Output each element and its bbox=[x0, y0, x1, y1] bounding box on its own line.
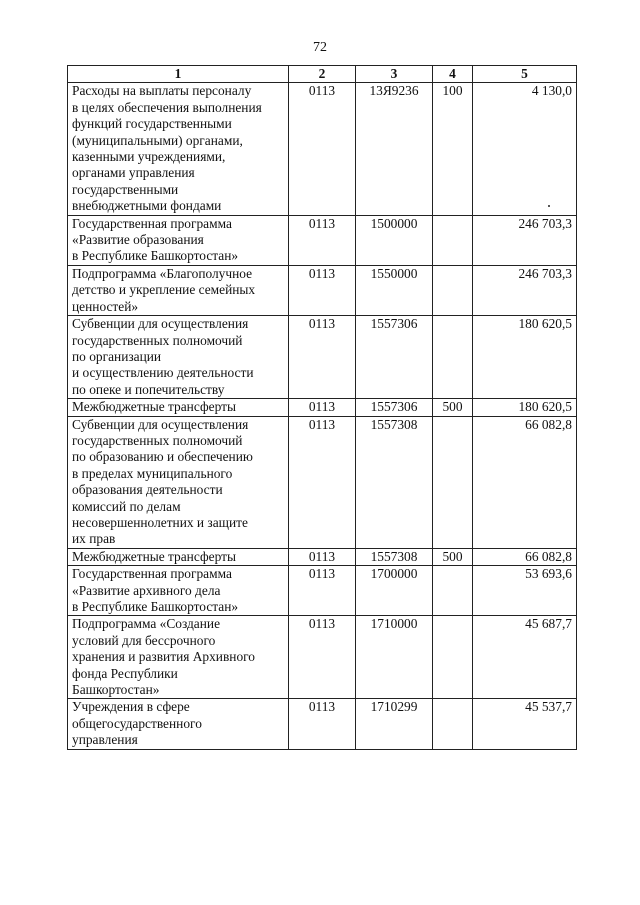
expense-name-text: Субвенции для осуществления государственных полномочий по организации и осуществлению деятельности по опеке и попечительству bbox=[72, 316, 254, 397]
expense-type-cell bbox=[433, 399, 473, 416]
expense-type-cell bbox=[433, 616, 473, 699]
section-code-cell bbox=[289, 83, 356, 215]
table-row bbox=[68, 416, 577, 548]
section-code-cell bbox=[289, 215, 356, 265]
section-code-text: 0113 bbox=[308, 616, 336, 632]
section-code-cell bbox=[289, 616, 356, 699]
target-item-cell bbox=[356, 566, 433, 616]
target-item-cell bbox=[356, 699, 433, 749]
budget-table bbox=[67, 65, 577, 750]
amount-cell bbox=[473, 316, 577, 399]
amount-text: 246 703,3 bbox=[518, 265, 572, 281]
amount-text: 66 082,8 bbox=[525, 548, 572, 564]
header-col-5: 5 bbox=[473, 66, 577, 83]
target-item-cell bbox=[356, 83, 433, 215]
amount-cell bbox=[473, 566, 577, 616]
section-code-text: 0113 bbox=[308, 699, 336, 715]
target-item-cell bbox=[356, 399, 433, 416]
section-code-text: 0113 bbox=[308, 416, 336, 432]
amount-text: 45 687,7 bbox=[525, 616, 572, 632]
expense-name-cell bbox=[68, 548, 289, 565]
target-item-cell bbox=[356, 265, 433, 315]
amount-cell bbox=[473, 399, 577, 416]
section-code-cell bbox=[289, 548, 356, 565]
target-item-cell bbox=[356, 416, 433, 548]
table-row bbox=[68, 616, 577, 699]
expense-name-text: Подпрограмма «Благополучное детство и укрепление семейных ценностей» bbox=[72, 265, 256, 314]
amount-cell bbox=[473, 265, 577, 315]
expense-name-cell bbox=[68, 316, 289, 399]
amount-text: 180 620,5 bbox=[518, 316, 572, 332]
header-col-3: 3 bbox=[356, 66, 433, 83]
amount-cell bbox=[473, 616, 577, 699]
expense-name-text: Государственная программа «Развитие архивного дела в Республике Башкортостан» bbox=[72, 566, 239, 614]
expense-type-cell bbox=[433, 215, 473, 265]
amount-text: 53 693,6 bbox=[525, 566, 572, 582]
target-item-cell bbox=[356, 316, 433, 399]
section-code-text: 0113 bbox=[308, 316, 336, 332]
target-item-text: 13Я9236 bbox=[369, 83, 419, 99]
target-item-text: 1557306 bbox=[370, 399, 418, 415]
stray-dot-mark bbox=[548, 205, 550, 207]
expense-type-text: 500 bbox=[442, 548, 463, 564]
amount-text: 180 620,5 bbox=[518, 399, 572, 415]
expense-name-text: Учреждения в сфере общегосударственного управления bbox=[72, 699, 202, 748]
expense-type-cell bbox=[433, 548, 473, 565]
amount-text: 45 537,7 bbox=[525, 699, 572, 715]
expense-type-cell bbox=[433, 316, 473, 399]
amount-cell bbox=[473, 416, 577, 548]
section-code-text: 0113 bbox=[308, 83, 336, 99]
section-code-cell bbox=[289, 699, 356, 749]
expense-name-text: Государственная программа «Развитие образования в Республике Башкортостан» bbox=[72, 215, 239, 264]
expense-name-text: Межбюджетные трансферты bbox=[72, 399, 236, 415]
section-code-cell bbox=[289, 416, 356, 548]
expense-type-text: 100 bbox=[442, 83, 463, 99]
target-item-text: 1550000 bbox=[370, 265, 418, 281]
expense-type-cell bbox=[433, 416, 473, 548]
amount-cell bbox=[473, 215, 577, 265]
expense-type-cell bbox=[433, 265, 473, 315]
table-header bbox=[68, 66, 577, 83]
table-row bbox=[68, 399, 577, 416]
table-row bbox=[68, 566, 577, 616]
expense-name-cell bbox=[68, 699, 289, 749]
amount-text: 4 130,0 bbox=[531, 83, 572, 99]
section-code-text: 0113 bbox=[308, 548, 336, 564]
target-item-text: 1557308 bbox=[370, 548, 418, 564]
expense-type-cell bbox=[433, 566, 473, 616]
target-item-text: 1700000 bbox=[370, 566, 418, 582]
section-code-cell bbox=[289, 316, 356, 399]
amount-cell bbox=[473, 548, 577, 565]
expense-name-text: Расходы на выплаты персоналу в целях обеспечения выполнения функций государственными (муниципальными) органами, казенными учреждениями, органами управления государственными внебюджетными фондами bbox=[72, 83, 262, 214]
target-item-text: 1557308 bbox=[370, 416, 418, 432]
target-item-text: 1557306 bbox=[370, 316, 418, 332]
amount-cell bbox=[473, 83, 577, 215]
expense-name-text: Подпрограмма «Создание условий для бессрочного хранения и развития Архивного фонда Республики Башкортостан» bbox=[72, 616, 256, 698]
expense-type-cell bbox=[433, 699, 473, 749]
expense-name-cell bbox=[68, 215, 289, 265]
table-row bbox=[68, 215, 577, 265]
header-col-4: 4 bbox=[433, 66, 473, 83]
table-row bbox=[68, 316, 577, 399]
expense-name-cell bbox=[68, 83, 289, 215]
target-item-text: 1710299 bbox=[370, 699, 418, 715]
section-code-cell bbox=[289, 566, 356, 616]
header-col-1: 1 bbox=[68, 66, 289, 83]
amount-text: 66 082,8 bbox=[525, 416, 572, 432]
target-item-cell bbox=[356, 616, 433, 699]
section-code-text: 0113 bbox=[308, 265, 336, 281]
expense-type-text: 500 bbox=[442, 399, 463, 415]
section-code-cell bbox=[289, 399, 356, 416]
expense-name-text: Межбюджетные трансферты bbox=[72, 548, 236, 564]
table-body bbox=[68, 83, 577, 749]
expense-name-cell bbox=[68, 616, 289, 699]
target-item-text: 1500000 bbox=[370, 215, 418, 231]
section-code-cell bbox=[289, 265, 356, 315]
page-number: 72 bbox=[313, 40, 327, 55]
table-row bbox=[68, 83, 577, 215]
amount-text: 246 703,3 bbox=[518, 215, 572, 231]
expense-name-cell bbox=[68, 265, 289, 315]
section-code-text: 0113 bbox=[308, 566, 336, 582]
expense-name-text: Субвенции для осуществления государственных полномочий по образованию и обеспечению в пределах муниципального образования деятельности комиссий по делам несовершеннолетних и защите их прав bbox=[72, 416, 253, 547]
expense-name-cell bbox=[68, 399, 289, 416]
amount-cell bbox=[473, 699, 577, 749]
table-row bbox=[68, 548, 577, 565]
header-col-2: 2 bbox=[289, 66, 356, 83]
header-row bbox=[68, 66, 577, 83]
target-item-text: 1710000 bbox=[370, 616, 418, 632]
expense-type-cell bbox=[433, 83, 473, 215]
table-row bbox=[68, 699, 577, 749]
table-row bbox=[68, 265, 577, 315]
target-item-cell bbox=[356, 548, 433, 565]
target-item-cell bbox=[356, 215, 433, 265]
expense-name-cell bbox=[68, 416, 289, 548]
expense-name-cell bbox=[68, 566, 289, 616]
section-code-text: 0113 bbox=[308, 399, 336, 415]
section-code-text: 0113 bbox=[308, 215, 336, 231]
